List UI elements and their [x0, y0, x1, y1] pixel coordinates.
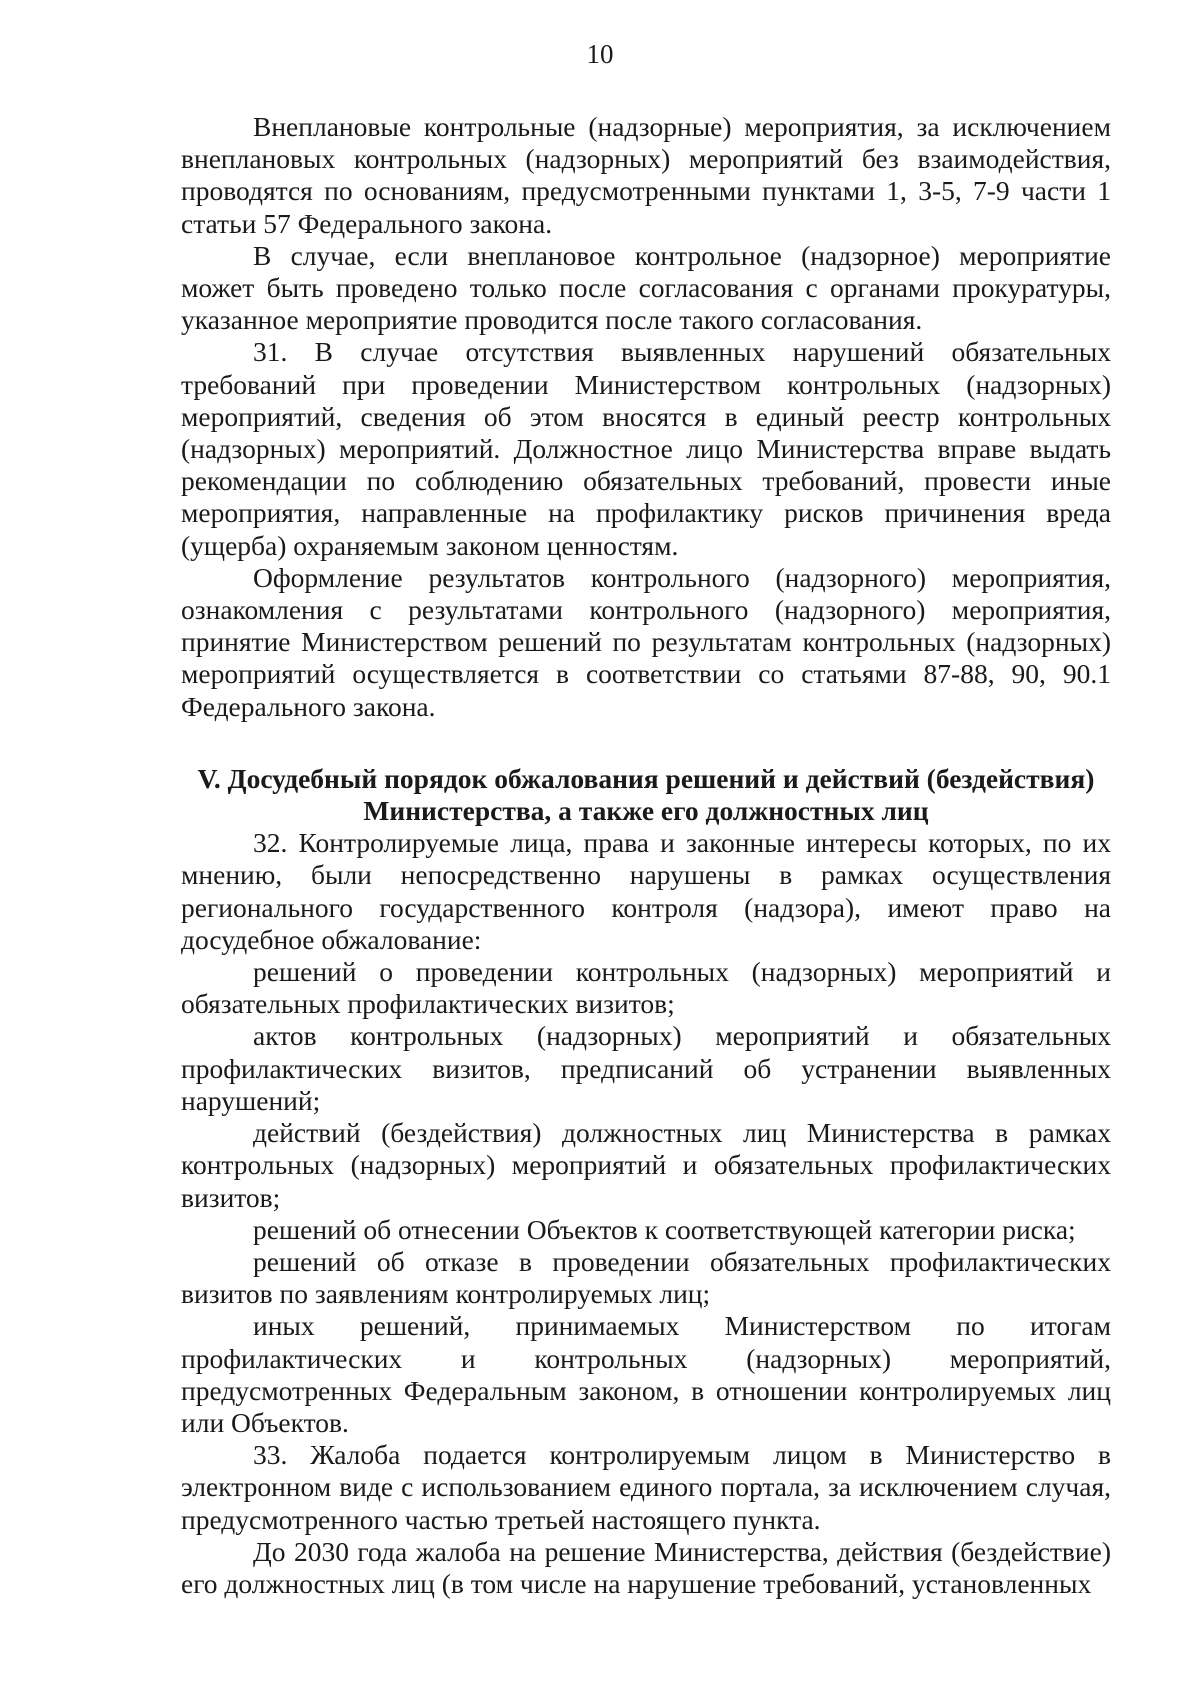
list-item-risk-category: решений об отнесении Объектов к соответствующей категории риска;	[253, 1213, 1076, 1245]
document-body	[181, 111, 1111, 1600]
paragraph-prosecutor-approval: В случае, если внеплановое контрольное (надзорное) мероприятие может быть проведено только после согласования с органами прокуратуры, указанное мероприятие проводится после такого согласования.	[181, 239, 1111, 336]
page-number: 10	[586, 39, 614, 69]
section-heading	[181, 763, 1111, 827]
section-heading-line-2: Министерства, а также его должностных лиц	[363, 795, 929, 827]
paragraph-until-2030: До 2030 года жалоба на решение Министерства, действия (бездействие) его должностных лиц (в том числе на нарушение требований, установленных	[181, 1535, 1111, 1599]
list-item-refusal-of-visits: решений об отказе в проведении обязательных профилактических визитов по заявлениям контролируемых лиц;	[181, 1245, 1111, 1310]
list-item-acts-and-orders: актов контрольных (надзорных) мероприятий и обязательных профилактических визитов, предписаний об устранении выявленных нарушений;	[181, 1020, 1111, 1116]
paragraph-results-formalization: Оформление результатов контрольного (надзорного) мероприятия, ознакомления с результатами контрольного (надзорного) мероприятия, принятие Министерством решений по результатам контрольных (надзорных) мероприятий осуществляется в соответствии со статьями 87-88, 90, 90.1 Федерального закона.	[181, 561, 1111, 722]
paragraph-item-33: 33. Жалоба подается контролируемым лицом в Министерство в электронном виде с использованием единого портала, за исключением случая, предусмотренного частью третьей настоящего пункта.	[181, 1439, 1111, 1535]
list-item-decisions-on-measures: решений о проведении контрольных (надзорных) мероприятий и обязательных профилактических визитов;	[181, 956, 1111, 1020]
section-heading-line-1: V. Досудебный порядок обжалования решений и действий (бездействия)	[197, 762, 1095, 794]
paragraph-item-32: 32. Контролируемые лица, права и законные интересы которых, по их мнению, были непосредственно нарушены в рамках осуществления регионального государственного контроля (надзора), имеют право на досудебное обжалование:	[181, 827, 1111, 955]
paragraph-item-31: 31. В случае отсутствия выявленных нарушений обязательных требований при проведении Министерством контрольных (надзорных) мероприятий, сведения об этом вносятся в единый реестр контрольных (надзорных) мероприятий. Должностное лицо Министерства вправе выдать рекомендации по соблюдению обязательных требований, провести иные мероприятия, направленные на профилактику рисков причинения вреда (ущерба) охраняемым законом ценностям.	[181, 336, 1111, 561]
list-item-official-actions: действий (бездействия) должностных лиц Министерства в рамках контрольных (надзорных) мероприятий и обязательных профилактических визитов;	[181, 1117, 1111, 1213]
list-item-other-decisions: иных решений, принимаемых Министерством по итогам профилактических и контрольных (надзорных) мероприятий, предусмотренных Федеральным законом, в отношении контролируемых лиц или Объектов.	[181, 1310, 1111, 1438]
paragraph-unplanned-inspections: Внеплановые контрольные (надзорные) мероприятия, за исключением внеплановых контрольных (надзорных) мероприятий без взаимодействия, проводятся по основаниям, предусмотренными пунктами 1, 3-5, 7-9 части 1 статьи 57 Федерального закона.	[181, 111, 1111, 239]
